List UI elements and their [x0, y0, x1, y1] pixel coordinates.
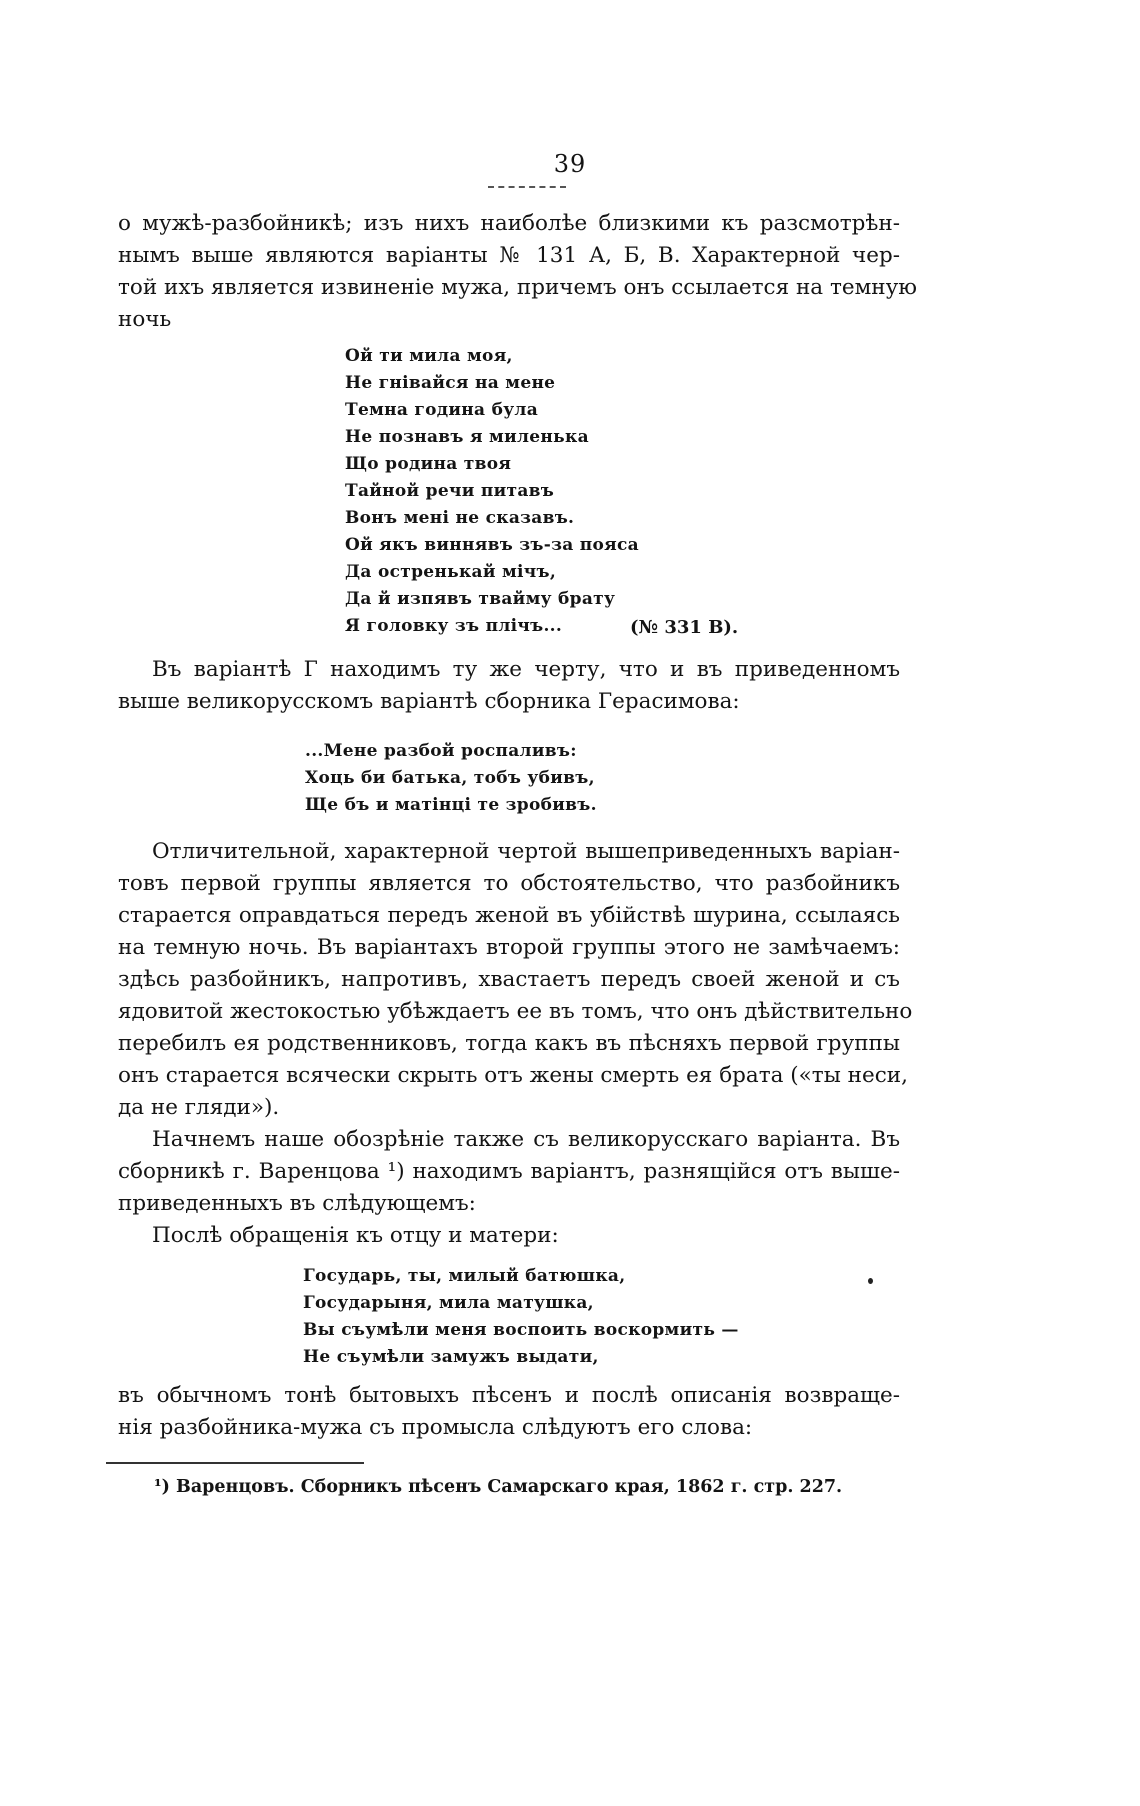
verse-line: Що родина твоя [345, 454, 512, 474]
verse-quote-2 [305, 738, 597, 819]
text-line: Начнемъ наше обозрѣніе также съ великорусскаго варіанта. Въ [152, 1127, 900, 1152]
verse-line: Хоць би батька, тобъ убивъ, [305, 768, 595, 788]
verse-line: Не гнівайся на мене [345, 373, 556, 393]
text-line: на темную ночь. Въ варіантахъ второй группы этого не замѣчаемъ: [118, 935, 900, 960]
verse-reference: (№ 331 В). [630, 617, 739, 638]
verse-line: Темна година була [345, 400, 539, 420]
text-line: товъ первой группы является то обстоятельство, что разбойникъ [118, 871, 900, 896]
verse-line: Не познавъ я миленька [345, 427, 589, 447]
footnote: ¹) Варенцовъ. Сборникъ пѣсенъ Самарскаго края, 1862 г. стр. 227. [154, 1477, 843, 1497]
footnote-rule [106, 1462, 364, 1464]
text-line: Въ варіантѣ Г находимъ ту же черту, что и въ приведенномъ [152, 657, 900, 682]
text-line: да не гляди»). [118, 1095, 280, 1120]
verse-line: Я головку зъ плічъ... [345, 616, 563, 636]
text-line: онъ старается всячески скрыть отъ жены смерть ея брата («ты неси, [118, 1063, 908, 1088]
verse-line: Да остренькай мічъ, [345, 562, 557, 582]
verse-line: Государыня, мила матушка, [303, 1293, 594, 1313]
text-line: Отличительной, характерной чертой вышеприведенныхъ варіан- [152, 839, 900, 864]
verse-line: Государь, ты, милый батюшка, [303, 1266, 626, 1286]
text-line: нія разбойника-мужа съ промысла слѣдуютъ его слова: [118, 1415, 753, 1440]
text-line: той ихъ является извиненіе мужа, причемъ онъ ссылается на темную [118, 275, 917, 300]
verse-line: Ще бъ и матінці те зробивъ. [305, 795, 597, 815]
text-line: выше великорусскомъ варіантѣ сборника Герасимова: [118, 689, 740, 714]
verse-quote-3 [303, 1263, 739, 1371]
paragraph-intro [118, 208, 917, 336]
verse-quote-1 [345, 343, 639, 640]
text-line: старается оправдаться передъ женой въ убійствѣ шурина, ссылаясь [118, 903, 900, 928]
text-line: Послѣ обращенія къ отцу и матери: [152, 1223, 559, 1248]
page-number: 39 [553, 150, 587, 178]
paragraph-variant-g [118, 654, 900, 718]
verse-line: Тайной речи питавъ [345, 481, 555, 501]
paragraph-return [118, 1380, 900, 1444]
verse-line: Не съумѣли замужъ выдати, [303, 1347, 599, 1367]
text-line: ночь [118, 307, 172, 332]
text-line: здѣсь разбойникъ, напротивъ, хвастаетъ передъ своей женой и съ [118, 967, 900, 992]
paragraph-distinctive [118, 836, 913, 1252]
verse-line: Да й изпявъ твайму брату [345, 589, 616, 609]
text-line: ядовитой жестокостью убѣждаетъ ее въ томъ, что онъ дѣйствительно [118, 999, 913, 1024]
page-number-rule [488, 186, 566, 188]
text-line: приведенныхъ въ слѣдующемъ: [118, 1191, 476, 1216]
verse-line: Ой ти мила моя, [345, 346, 513, 366]
text-line: перебилъ ея родственниковъ, тогда какъ въ пѣсняхъ первой группы [118, 1031, 900, 1056]
verse-line: ...Мене разбой роспаливъ: [305, 741, 577, 761]
stray-ink-dot [868, 1278, 873, 1284]
verse-line: Ой якъ виннявъ зъ-за пояса [345, 535, 640, 555]
text-line: нымъ выше являются варіанты № 131 А, Б, В. Характерной чер- [118, 243, 900, 268]
text-line: сборникѣ г. Варенцова ¹) находимъ варіантъ, разнящійся отъ выше- [118, 1159, 900, 1184]
text-line: въ обычномъ тонѣ бытовыхъ пѣсенъ и послѣ описанія возвраще- [118, 1383, 900, 1408]
verse-line: Вы съумѣли меня воспоить воскормить — [303, 1320, 739, 1340]
verse-line: Вонъ мені не сказавъ. [345, 508, 575, 528]
text-line: о мужѣ-разбойникѣ; изъ нихъ наиболѣе близкими къ разсмотрѣн- [118, 211, 900, 236]
